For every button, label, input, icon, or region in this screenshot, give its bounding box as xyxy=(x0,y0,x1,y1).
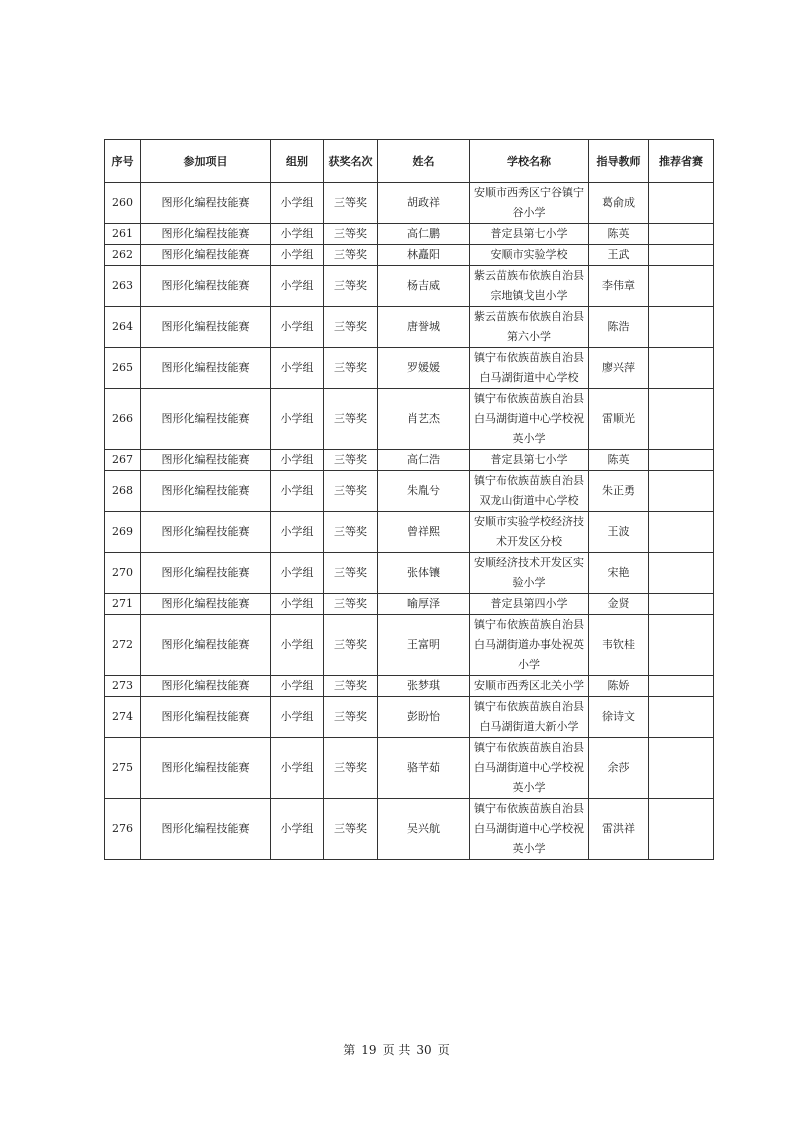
cell-school-name: 普定县第四小学 xyxy=(470,594,589,615)
cell-student-name: 吴兴航 xyxy=(378,799,470,860)
table-row xyxy=(105,183,714,224)
cell-instructor: 王武 xyxy=(589,245,649,266)
cell-project: 图形化编程技能赛 xyxy=(141,738,271,799)
cell-student-name: 高仁鹏 xyxy=(378,224,470,245)
table-row xyxy=(105,224,714,245)
cell-provincial-recommendation xyxy=(649,799,714,860)
cell-school-name: 紫云苗族布依族自治县宗地镇戈岜小学 xyxy=(470,266,589,307)
cell-project: 图形化编程技能赛 xyxy=(141,389,271,450)
cell-instructor: 韦钦桂 xyxy=(589,615,649,676)
cell-instructor: 廖兴萍 xyxy=(589,348,649,389)
table-row xyxy=(105,307,714,348)
header-group: 组别 xyxy=(271,140,324,183)
footer-prefix: 第 xyxy=(343,1043,356,1057)
cell-group: 小学组 xyxy=(271,615,324,676)
cell-award-rank: 三等奖 xyxy=(324,307,378,348)
cell-serial-number: 272 xyxy=(105,615,141,676)
cell-school-name: 镇宁布依族苗族自治县白马湖街道办事处祝英小学 xyxy=(470,615,589,676)
cell-award-rank: 三等奖 xyxy=(324,450,378,471)
cell-serial-number: 265 xyxy=(105,348,141,389)
cell-school-name: 镇宁布依族苗族自治县白马湖街道中心学校 xyxy=(470,348,589,389)
cell-project: 图形化编程技能赛 xyxy=(141,799,271,860)
cell-school-name: 安顺市西秀区北关小学 xyxy=(470,676,589,697)
footer-page-number: 19 xyxy=(361,1043,377,1057)
cell-school-name: 镇宁布依族苗族自治县双龙山街道中心学校 xyxy=(470,471,589,512)
cell-instructor: 余莎 xyxy=(589,738,649,799)
cell-project: 图形化编程技能赛 xyxy=(141,512,271,553)
cell-instructor: 陈英 xyxy=(589,450,649,471)
table-row xyxy=(105,348,714,389)
cell-instructor: 王波 xyxy=(589,512,649,553)
cell-student-name: 杨吉威 xyxy=(378,266,470,307)
cell-serial-number: 275 xyxy=(105,738,141,799)
cell-student-name: 高仁浩 xyxy=(378,450,470,471)
cell-project: 图形化编程技能赛 xyxy=(141,615,271,676)
cell-project: 图形化编程技能赛 xyxy=(141,266,271,307)
cell-award-rank: 三等奖 xyxy=(324,553,378,594)
cell-student-name: 张梦琪 xyxy=(378,676,470,697)
cell-project: 图形化编程技能赛 xyxy=(141,553,271,594)
header-award-rank: 获奖名次 xyxy=(324,140,378,183)
cell-group: 小学组 xyxy=(271,676,324,697)
cell-award-rank: 三等奖 xyxy=(324,738,378,799)
cell-provincial-recommendation xyxy=(649,224,714,245)
cell-serial-number: 268 xyxy=(105,471,141,512)
cell-school-name: 紫云苗族布依族自治县第六小学 xyxy=(470,307,589,348)
cell-project: 图形化编程技能赛 xyxy=(141,594,271,615)
table-row xyxy=(105,697,714,738)
cell-instructor: 雷洪祥 xyxy=(589,799,649,860)
cell-project: 图形化编程技能赛 xyxy=(141,450,271,471)
cell-instructor: 李伟章 xyxy=(589,266,649,307)
cell-student-name: 张体镶 xyxy=(378,553,470,594)
cell-school-name: 安顺市实验学校 xyxy=(470,245,589,266)
header-project: 参加项目 xyxy=(141,140,271,183)
cell-provincial-recommendation xyxy=(649,697,714,738)
cell-award-rank: 三等奖 xyxy=(324,799,378,860)
cell-student-name: 胡政祥 xyxy=(378,183,470,224)
table-row xyxy=(105,594,714,615)
table-row xyxy=(105,553,714,594)
cell-serial-number: 264 xyxy=(105,307,141,348)
cell-group: 小学组 xyxy=(271,245,324,266)
cell-school-name: 镇宁布依族苗族自治县白马湖街道中心学校祝英小学 xyxy=(470,738,589,799)
cell-project: 图形化编程技能赛 xyxy=(141,697,271,738)
table-header-row xyxy=(105,140,714,183)
cell-serial-number: 261 xyxy=(105,224,141,245)
cell-serial-number: 267 xyxy=(105,450,141,471)
cell-serial-number: 276 xyxy=(105,799,141,860)
cell-award-rank: 三等奖 xyxy=(324,183,378,224)
cell-provincial-recommendation xyxy=(649,389,714,450)
cell-serial-number: 274 xyxy=(105,697,141,738)
cell-instructor: 金贤 xyxy=(589,594,649,615)
cell-project: 图形化编程技能赛 xyxy=(141,348,271,389)
cell-group: 小学组 xyxy=(271,799,324,860)
cell-project: 图形化编程技能赛 xyxy=(141,183,271,224)
cell-serial-number: 273 xyxy=(105,676,141,697)
cell-provincial-recommendation xyxy=(649,471,714,512)
cell-group: 小学组 xyxy=(271,266,324,307)
cell-group: 小学组 xyxy=(271,594,324,615)
cell-instructor: 徐诗文 xyxy=(589,697,649,738)
cell-school-name: 镇宁布依族苗族自治县白马湖街道大新小学 xyxy=(470,697,589,738)
table-row xyxy=(105,676,714,697)
cell-award-rank: 三等奖 xyxy=(324,615,378,676)
cell-award-rank: 三等奖 xyxy=(324,512,378,553)
cell-project: 图形化编程技能赛 xyxy=(141,676,271,697)
cell-serial-number: 270 xyxy=(105,553,141,594)
cell-student-name: 王富明 xyxy=(378,615,470,676)
cell-provincial-recommendation xyxy=(649,450,714,471)
cell-group: 小学组 xyxy=(271,512,324,553)
cell-group: 小学组 xyxy=(271,389,324,450)
table-row xyxy=(105,450,714,471)
cell-student-name: 朱胤兮 xyxy=(378,471,470,512)
cell-group: 小学组 xyxy=(271,471,324,512)
cell-student-name: 骆芊茹 xyxy=(378,738,470,799)
header-provincial-recommendation: 推荐省赛 xyxy=(649,140,714,183)
cell-serial-number: 263 xyxy=(105,266,141,307)
cell-instructor: 葛俞成 xyxy=(589,183,649,224)
cell-award-rank: 三等奖 xyxy=(324,594,378,615)
cell-group: 小学组 xyxy=(271,738,324,799)
cell-instructor: 雷顺光 xyxy=(589,389,649,450)
cell-school-name: 安顺经济技术开发区实验小学 xyxy=(470,553,589,594)
cell-award-rank: 三等奖 xyxy=(324,697,378,738)
cell-project: 图形化编程技能赛 xyxy=(141,224,271,245)
footer-suffix: 页 xyxy=(437,1043,450,1057)
cell-serial-number: 266 xyxy=(105,389,141,450)
cell-instructor: 陈英 xyxy=(589,224,649,245)
cell-student-name: 唐誉城 xyxy=(378,307,470,348)
cell-school-name: 普定县第七小学 xyxy=(470,224,589,245)
cell-provincial-recommendation xyxy=(649,348,714,389)
table-row xyxy=(105,389,714,450)
cell-group: 小学组 xyxy=(271,553,324,594)
cell-award-rank: 三等奖 xyxy=(324,224,378,245)
cell-award-rank: 三等奖 xyxy=(324,676,378,697)
cell-group: 小学组 xyxy=(271,348,324,389)
cell-provincial-recommendation xyxy=(649,676,714,697)
cell-provincial-recommendation xyxy=(649,183,714,224)
header-student-name: 姓名 xyxy=(378,140,470,183)
cell-provincial-recommendation xyxy=(649,553,714,594)
cell-school-name: 安顺市实验学校经济技术开发区分校 xyxy=(470,512,589,553)
table-row xyxy=(105,471,714,512)
table-row xyxy=(105,799,714,860)
table-row xyxy=(105,266,714,307)
cell-student-name: 彭盼怡 xyxy=(378,697,470,738)
cell-group: 小学组 xyxy=(271,224,324,245)
cell-instructor: 宋艳 xyxy=(589,553,649,594)
cell-instructor: 陈娇 xyxy=(589,676,649,697)
cell-provincial-recommendation xyxy=(649,594,714,615)
cell-provincial-recommendation xyxy=(649,738,714,799)
table-row xyxy=(105,738,714,799)
cell-project: 图形化编程技能赛 xyxy=(141,307,271,348)
cell-school-name: 安顺市西秀区宁谷镇宁谷小学 xyxy=(470,183,589,224)
header-instructor: 指导教师 xyxy=(589,140,649,183)
cell-provincial-recommendation xyxy=(649,307,714,348)
page-footer xyxy=(0,1041,793,1058)
cell-student-name: 喻厚泽 xyxy=(378,594,470,615)
table-body xyxy=(105,183,714,860)
awards-table xyxy=(104,139,714,860)
cell-award-rank: 三等奖 xyxy=(324,245,378,266)
cell-instructor: 朱正勇 xyxy=(589,471,649,512)
cell-provincial-recommendation xyxy=(649,615,714,676)
cell-school-name: 普定县第七小学 xyxy=(470,450,589,471)
cell-school-name: 镇宁布依族苗族自治县白马湖街道中心学校祝英小学 xyxy=(470,389,589,450)
cell-group: 小学组 xyxy=(271,450,324,471)
cell-serial-number: 260 xyxy=(105,183,141,224)
cell-serial-number: 271 xyxy=(105,594,141,615)
cell-group: 小学组 xyxy=(271,697,324,738)
cell-project: 图形化编程技能赛 xyxy=(141,471,271,512)
cell-provincial-recommendation xyxy=(649,245,714,266)
header-school-name: 学校名称 xyxy=(470,140,589,183)
table-row xyxy=(105,245,714,266)
cell-school-name: 镇宁布依族苗族自治县白马湖街道中心学校祝英小学 xyxy=(470,799,589,860)
cell-provincial-recommendation xyxy=(649,512,714,553)
cell-student-name: 罗媛媛 xyxy=(378,348,470,389)
cell-student-name: 肖艺杰 xyxy=(378,389,470,450)
cell-award-rank: 三等奖 xyxy=(324,471,378,512)
cell-student-name: 曾祥熙 xyxy=(378,512,470,553)
cell-instructor: 陈浩 xyxy=(589,307,649,348)
cell-group: 小学组 xyxy=(271,307,324,348)
footer-middle: 页 共 xyxy=(382,1043,411,1057)
header-serial-number: 序号 xyxy=(105,140,141,183)
cell-award-rank: 三等奖 xyxy=(324,348,378,389)
cell-group: 小学组 xyxy=(271,183,324,224)
cell-award-rank: 三等奖 xyxy=(324,389,378,450)
cell-serial-number: 262 xyxy=(105,245,141,266)
cell-award-rank: 三等奖 xyxy=(324,266,378,307)
table-row xyxy=(105,512,714,553)
cell-student-name: 林矗阳 xyxy=(378,245,470,266)
cell-serial-number: 269 xyxy=(105,512,141,553)
table-row xyxy=(105,615,714,676)
footer-total-pages: 30 xyxy=(416,1043,432,1057)
cell-provincial-recommendation xyxy=(649,266,714,307)
cell-project: 图形化编程技能赛 xyxy=(141,245,271,266)
